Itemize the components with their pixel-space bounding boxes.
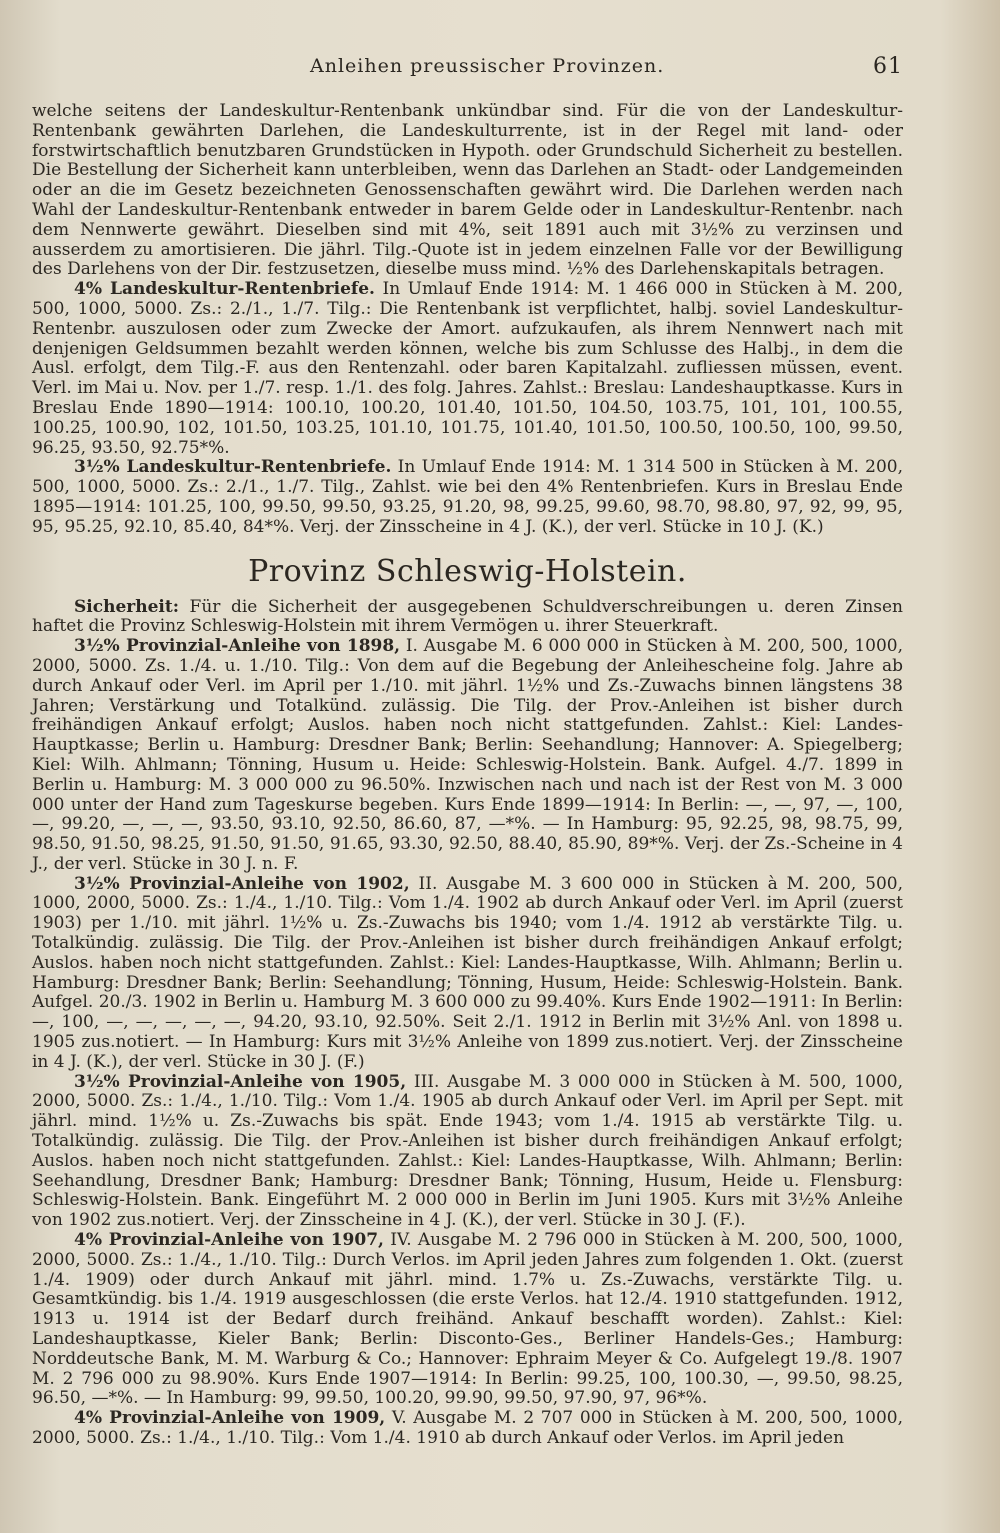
entry-heading: 3½% Provinzial-Anleihe von 1902,: [74, 873, 410, 894]
security-text: Für die Sicherheit der ausgegebenen Schuldverschreibungen u. deren Zinsen haftet die Provinz Schleswig-Holstein mit ihrem Vermögen u. ihrer Steuerkraft.: [32, 596, 903, 637]
entry-anleihe-1898: [32, 637, 903, 875]
page-number: 61: [873, 54, 903, 79]
entry-text: I. Ausgabe M. 6 000 000 in Stücken à M. 200, 500, 1000, 2000, 5000. Zs. 1./4. u. 1./10. Tilg.: Von dem auf die Begebung der Anleihescheine folg. Jahre ab durch Ankauf oder Verl. im April per 1./10. mit jährl. 1½% und Zs.-Zuwachs binnen längstens 38 Jahren; Verstärkung und Totalkünd. zulässig. Die Tilg. der Prov.-Anleihen ist bisher durch freihändigen Ankauf erfolgt; Auslos. haben noch nicht stattgefunden. Zahlst.: Kiel: Landes-Hauptkasse; Berlin u. Hamburg: Dresdner Bank; Berlin: Seehandlung; Hannover: A. Spiegelberg; Kiel: Wilh. Ahlmann; Tönning, Husum u. Heide: Schleswig-Holstein. Bank. Aufgel. 4./7. 1899 in Berlin u. Hamburg: M. 3 000 000 zu 96.50%. Inzwischen nach und nach ist der Rest von M. 3 000 000 unter der Hand zum Tageskurse begeben. Kurs Ende 1899—1914: In Berlin: —, —, 97, —, 100, —, 99.20, —, —, —, 93.50, 93.10, 92.50, 86.60, 87, —*%. — In Hamburg: 95, 92.25, 98, 98.75, 99, 98.50, 91.50, 98.25, 91.50, 91.50, 91.65, 93.30, 92.50, 88.40, 85.90, 89*%. Verj. der Zs.-Scheine in 4 J., der verl. Stücke in 30 J. n. F.: [32, 636, 903, 874]
entry-anleihe-1907: [32, 1231, 903, 1409]
entry-heading: 3½% Provinzial-Anleihe von 1905,: [74, 1071, 407, 1092]
entry-anleihe-1902: [32, 875, 903, 1073]
entry-text: V. Ausgabe M. 2 707 000 in Stücken à M. 200, 500, 1000, 2000, 5000. Zs.: 1./4., 1./10. Tilg.: Vom 1./4. 1910 ab durch Ankauf oder Verlos. im April jeden: [32, 1408, 903, 1448]
security-label: Sicherheit:: [74, 596, 179, 617]
entry-anleihe-1905: [32, 1073, 903, 1231]
running-head-title: Anleihen preussischer Provinzen.: [310, 55, 665, 77]
entry-anleihe-1909: [32, 1409, 903, 1449]
entry-heading: 4% Provinzial-Anleihe von 1909,: [74, 1408, 386, 1429]
entry-heading: 4% Landeskultur-Rentenbriefe.: [74, 279, 375, 300]
entry-text: III. Ausgabe M. 3 000 000 in Stücken à M. 500, 1000, 2000, 5000. Zs.: 1./4., 1./10. Tilg.: Vom 1./4. 1905 ab durch Ankauf oder Verl. im April per Sept. mit jährl. mind. 1½% u. Zs.-Zuwachs bis spät. Ende 1943; vom 1./4. 1915 ab verstärkte Tilg. u. Totalkündig. zulässig. Die Tilg. der Prov.-Anleihen ist bisher durch freihändigen Ankauf erfolgt; Auslos. haben noch nicht stattgefunden. Zahlst.: Kiel: Landes-Hauptkasse, Wilh. Ahlmann; Berlin: Seehandlung, Dresdner Bank; Hamburg: Dresdner Bank; Tönning, Husum, Heide u. Flensburg: Schleswig-Holstein. Bank. Eingeführt M. 2 000 000 in Berlin im Juni 1905. Kurs mit 3½% Anleihe von 1902 zus.notiert. Verj. der Zinsscheine in 4 J. (K.), der verl. Stücke in 30 J. (F.).: [32, 1071, 904, 1231]
entry-text: II. Ausgabe M. 3 600 000 in Stücken à M. 200, 500, 1000, 2000, 5000. Zs.: 1./4., 1./10. Tilg.: Vom 1./4. 1902 ab durch Ankauf oder Verl. im April (zuerst 1903) per 1./10. mit jährl. 1½% u. Zs.-Zuwachs bis 1940; vom 1./4. 1912 ab verstärkte Tilg. u. Totalkündig. zulässig. Die Tilg. der Prov.-Anleihen ist bisher durch freihändigen Ankauf erfolgt; Auslos. haben noch nicht stattgefunden. Zahlst.: Kiel: Landes-Hauptkasse, Wilh. Ahlmann; Berlin u. Hamburg: Dresdner Bank; Berlin: Seehandlung; Tönning, Husum, Heide: Schleswig-Holstein. Bank. Aufgel. 20./3. 1902 in Berlin u. Hamburg M. 3 600 000 zu 99.40%. Kurs Ende 1902—1911: In Berlin: —, 100, —, —, —, —, —, 94.20, 93.10, 92.50%. Seit 2./1. 1912 in Berlin mit 3½% Anl. von 1898 u. 1905 zus.notiert. — In Hamburg: Kurs mit 3½% Anleihe von 1899 zus.notiert. Verj. der Zinsscheine in 4 J. (K.), der verl. Stücke in 30 J. (F.): [32, 873, 903, 1072]
running-header: [32, 52, 903, 82]
entry-landeskultur-3-5: [32, 458, 903, 537]
page-body: [32, 102, 903, 1449]
entry-heading: 3½% Provinzial-Anleihe von 1898,: [74, 636, 401, 657]
entry-text: In Umlauf Ende 1914: M. 1 466 000 in Stücken à M. 200, 500, 1000, 5000. Zs.: 2./1., 1./7. Tilg.: Die Rentenbank ist verpflichtet, halbj. soviel Landeskultur-Rentenbr. auszulosen oder zum Zwecke der Amort. aufzukaufen, als ihrem Nennwert nach mit denjenigen Geldsummen bezahlt werden können, welche bis zum Schlusse des Halbj., in dem die Ausl. erfolgt, dem Tilg.-F. aus den Rentenzahl. oder baren Kapitalzahl. zufliessen müssen, event. Verl. im Mai u. Nov. per 1./7. resp. 1./1. des folg. Jahres. Zahlst.: Breslau: Landeshauptkasse. Kurs in Breslau Ende 1890—1914: 100.10, 100.20, 101.40, 101.50, 104.50, 103.75, 101, 101, 100.55, 100.25, 100.90, 102, 101.50, 103.25, 101.10, 101.75, 101.40, 101.50, 100.50, 100.50, 100, 99.50, 96.25, 93.50, 92.75*%.: [32, 279, 903, 458]
entry-heading: 3½% Landeskultur-Rentenbriefe.: [74, 457, 392, 478]
entry-text: In Umlauf Ende 1914: M. 1 314 500 in Stücken à M. 200, 500, 1000, 5000. Zs.: 2./1., 1./7. Tilg., Zahlst. wie bei den 4% Rentenbriefen. Kurs in Breslau Ende 1895—1914: 101.25, 100, 99.50, 99.50, 93.25, 91.20, 98, 99.25, 99.60, 98.70, 98.80, 97, 92, 99, 95, 95, 95.25, 92.10, 85.40, 84*%. Verj. der Zinsscheine in 4 J. (K.), der verl. Stücke in 10 J. (K.): [32, 457, 903, 537]
entry-text: IV. Ausgabe M. 2 796 000 in Stücken à M. 200, 500, 1000, 2000, 5000. Zs.: 1./4., 1./10. Tilg.: Durch Verlos. im April jeden Jahres zum folgenden 1. Okt. (zuerst 1./4. 1909) oder durch Ankauf mit jährl. mind. 1.7% u. Zs.-Zuwachs, verstärkte Tilg. u. Gesamtkündig. bis 1./4. 1919 ausgeschlossen (die erste Verlos. hat 12./4. 1910 stattgefunden. 1912, 1913 u. 1914 ist der Bedarf durch freihänd. Ankauf beschafft worden). Zahlst.: Kiel: Landeshauptkasse, Kieler Bank; Berlin: Disconto-Ges., Berliner Handels-Ges.; Hamburg: Norddeutsche Bank, M. M. Warburg & Co.; Hannover: Ephraim Meyer & Co. Aufgelegt 19./8. 1907 M. 2 796 000 zu 98.90%. Kurs Ende 1907—1914: In Berlin: 99.25, 100, 100.30, —, 99.50, 98.25, 96.50, —*%. — In Hamburg: 99, 99.50, 100.20, 99.90, 99.50, 97.90, 97, 96*%.: [32, 1230, 903, 1409]
security-paragraph: [32, 598, 903, 638]
entry-landeskultur-4: [32, 280, 903, 458]
section-heading: Provinz Schleswig-Holstein.: [248, 553, 687, 589]
intro-paragraph: welche seitens der Landeskultur-Rentenbank unkündbar sind. Für die von der Landeskultur-Rentenbank gewährten Darlehen, die Landeskulturrente, ist in der Regel mit land- oder forstwirtschaftlich benutzbaren Grundstücken in Hypoth. oder Grundschuld Sicherheit zu bestellen. Die Bestellung der Sicherheit kann unterbleiben, wenn das Darlehen an Stadt- oder Landgemeinden oder an die im Gesetz bezeichneten Genossenschaften gewährt wird. Die Darlehen werden nach Wahl der Landeskultur-Rentenbank entweder in barem Gelde oder in Landeskultur-Rentenbr. nach dem Nennwerte gewährt. Dieselben sind mit 4%, seit 1891 auch mit 3½% zu verzinsen und ausserdem zu amortisieren. Die jährl. Tilg.-Quote ist in jedem einzelnen Falle vor der Bewilligung des Darlehens von der Dir. festzusetzen, dieselbe muss mind. ½% des Darlehenskapitals betragen.: [32, 101, 903, 280]
entry-heading: 4% Provinzial-Anleihe von 1907,: [74, 1230, 384, 1251]
